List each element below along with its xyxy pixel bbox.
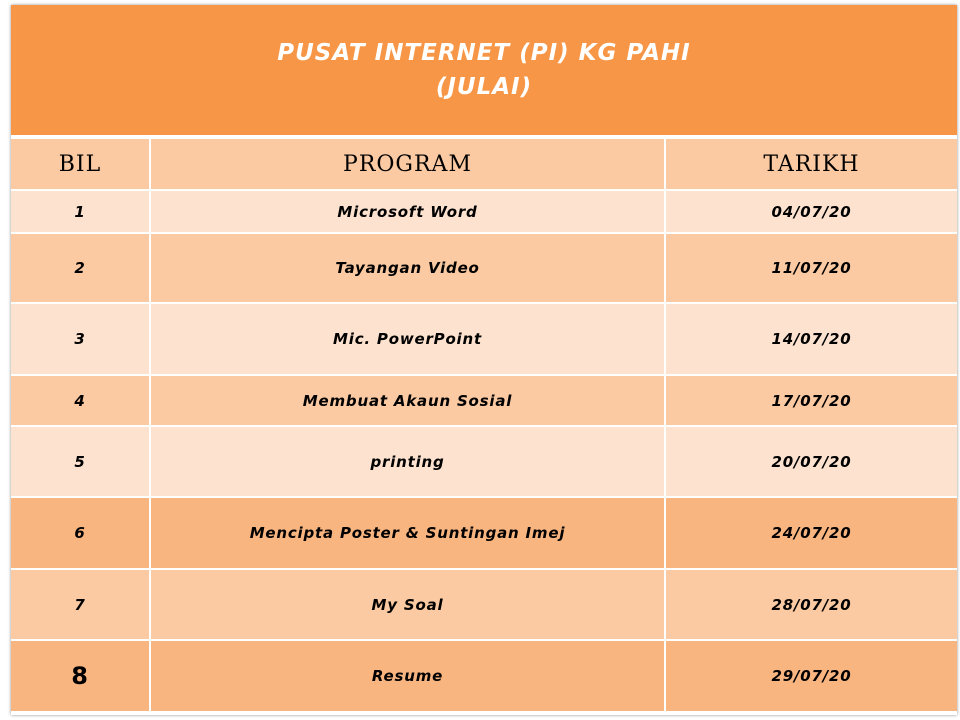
title-line-2: (JULAI) <box>435 74 533 100</box>
cell-bil: 2 <box>11 234 149 304</box>
cell-bil: 1 <box>11 191 149 234</box>
schedule-table-container <box>11 5 957 715</box>
table-row <box>11 498 957 570</box>
column-header-bil: BIL <box>11 139 149 191</box>
cell-tarikh: 28/07/20 <box>664 570 957 641</box>
cell-bil: 8 <box>11 641 149 713</box>
cell-program: Tayangan Video <box>149 234 664 304</box>
cell-program: printing <box>149 427 664 498</box>
column-header-program: PROGRAM <box>149 139 664 191</box>
cell-bil: 7 <box>11 570 149 641</box>
table-title <box>11 5 957 135</box>
table-row <box>11 234 957 304</box>
cell-bil: 6 <box>11 498 149 570</box>
table-row <box>11 641 957 713</box>
cell-bil: 3 <box>11 304 149 376</box>
table-row <box>11 191 957 234</box>
cell-tarikh: 14/07/20 <box>664 304 957 376</box>
cell-tarikh: 24/07/20 <box>664 498 957 570</box>
table-row <box>11 304 957 376</box>
cell-tarikh: 04/07/20 <box>664 191 957 234</box>
cell-tarikh: 17/07/20 <box>664 376 957 427</box>
cell-program: Mic. PowerPoint <box>149 304 664 376</box>
cell-program: Mencipta Poster & Suntingan Imej <box>149 498 664 570</box>
cell-bil: 4 <box>11 376 149 427</box>
header-row <box>11 139 957 191</box>
cell-program: Membuat Akaun Sosial <box>149 376 664 427</box>
schedule-table <box>11 139 957 713</box>
cell-program: Microsoft Word <box>149 191 664 234</box>
cell-program: Resume <box>149 641 664 713</box>
table-row <box>11 376 957 427</box>
cell-tarikh: 29/07/20 <box>664 641 957 713</box>
cell-tarikh: 20/07/20 <box>664 427 957 498</box>
column-header-tarikh: TARIKH <box>664 139 957 191</box>
table-row <box>11 570 957 641</box>
title-line-1: PUSAT INTERNET (PI) KG PAHI <box>277 40 691 66</box>
cell-program: My Soal <box>149 570 664 641</box>
table-row <box>11 427 957 498</box>
cell-tarikh: 11/07/20 <box>664 234 957 304</box>
cell-bil: 5 <box>11 427 149 498</box>
